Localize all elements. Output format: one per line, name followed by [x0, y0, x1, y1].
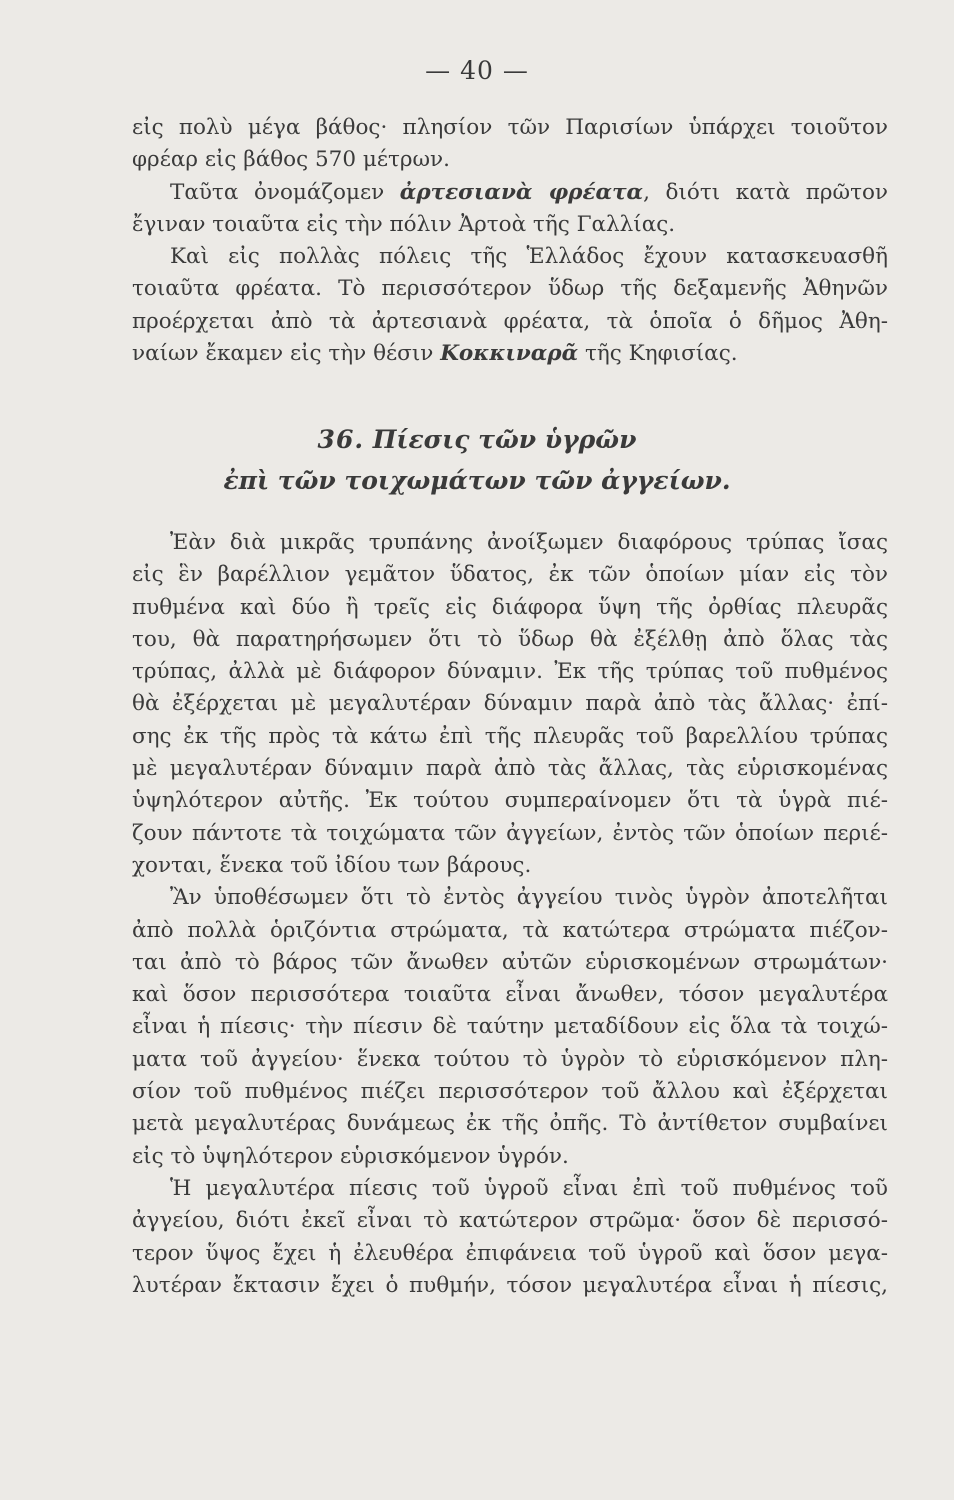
paragraph [132, 241, 888, 370]
text-line: Ἡ μεγαλυτέρα πίεσις τοῦ ὑγροῦ εἶναι ἐπὶ τοῦ πυθμένος τοῦ [170, 1175, 888, 1201]
text-line: ἔγιναν τοιαῦτα εἰς τὴν πόλιν Ἀρτοὰ τῆς Γαλλίας. [132, 211, 676, 237]
text-line: τοιαῦτα φρέατα. Τὸ περισσότερον ὕδωρ τῆς δεξαμενῆς Ἀθηνῶν [132, 276, 888, 302]
text-line: θὰ ἐξέρχεται μὲ μεγαλυτέραν δύναμιν παρὰ ἀπὸ τὰς ἄλλας· ἐπί- [132, 691, 888, 717]
section-title-line1: Πίεσις τῶν ὑγρῶν [372, 425, 637, 454]
text-line: πυθμένα καὶ δύο ἢ τρεῖς εἰς διάφορα ὕψη τῆς ὀρθίας πλευρᾶς [132, 594, 888, 620]
emphasized-term: ἀρτεσιανὰ φρέατα [399, 179, 644, 205]
top-text [132, 112, 888, 370]
text-line: τρύπας, ἀλλὰ μὲ διάφορον δύναμιν. Ἐκ τῆς τρύπας τοῦ πυθμένος [132, 659, 888, 685]
text-run: , διότι κατὰ πρῶτον [643, 179, 888, 205]
text-line [132, 338, 888, 370]
text-line: προέρχεται ἀπὸ τὰ ἀρτεσιανὰ φρέατα, τὰ ὁποῖα ὁ δῆμος Ἀθη- [132, 308, 888, 334]
text-line: χονται, ἕνεκα τοῦ ἰδίου των βάρους. [132, 852, 532, 878]
section-heading [0, 425, 954, 454]
text-line: ἀγγείου, διότι ἐκεῖ εἶναι τὸ κατώτερον στρῶμα· ὅσον δὲ περισσό- [132, 1208, 888, 1234]
text-line: σης ἐκ τῆς πρὸς τὰ κάτω ἐπὶ τῆς πλευρᾶς τοῦ βαρελλίου τρύπας [132, 723, 888, 749]
text-line: εἰς πολὺ μέγα βάθος· πλησίον τῶν Παρισίων ὑπάρχει τοιοῦτον [132, 115, 888, 140]
text-line: του, θὰ παρατηρήσωμεν ὅτι τὸ ὕδωρ θὰ ἐξέλθῃ ἀπὸ ὅλας τὰς [132, 626, 888, 652]
text-line: εἶναι ἡ πίεσις· τὴν πίεσιν δὲ ταύτην μεταδίδουν εἰς ὅλα τὰ τοιχώ- [132, 1014, 888, 1040]
text-line: τερον ὕψος ἔχει ἡ ἐλευθέρα ἐπιφάνεια τοῦ ὑγροῦ καὶ ὅσον μεγα- [132, 1240, 888, 1266]
section-title-line2: ἐπὶ τῶν τοιχωμάτων τῶν ἀγγείων. [223, 466, 731, 495]
body-text [132, 527, 888, 1302]
text-line: ὑψηλότερον αὐτῆς. Ἐκ τούτου συμπεραίνομεν ὅτι τὰ ὑγρὰ πιέ- [132, 788, 888, 814]
text-line: ζουν πάντοτε τὰ τοιχώματα τῶν ἀγγείων, ἐντὸς τῶν ὁποίων περιέ- [132, 820, 888, 846]
section-heading-line2 [0, 466, 954, 495]
text-line: Ἂν ὑποθέσωμεν ὅτι τὸ ἐντὸς ἀγγείου τινὸς ὑγρὸν ἀποτελῆται [170, 885, 888, 911]
text-line [132, 177, 888, 209]
text-run: Ταῦτα ὀνομάζομεν [170, 179, 400, 205]
text-line: ται ἀπὸ τὸ βάρος τῶν ἄνωθεν αὐτῶν εὑρισκομένων στρωμάτων· [132, 949, 888, 975]
text-line: Καὶ εἰς πολλὰς πόλεις τῆς Ἑλλάδος ἔχουν κατασκευασθῆ [170, 244, 888, 270]
paragraph [132, 1173, 888, 1302]
text-run: ναίων ἔκαμεν εἰς τὴν θέσιν [132, 341, 441, 367]
text-line: φρέαρ εἰς βάθος 570 μέτρων. [132, 147, 450, 173]
text-line: εἰς ἓν βαρέλλιον γεμᾶτον ὕδατος, ἐκ τῶν ὁποίων μίαν εἰς τὸν [132, 562, 888, 588]
text-line: εἰς τὸ ὑψηλότερον εὑρισκόμενον ὑγρόν. [132, 1143, 569, 1169]
text-run: τῆς Κηφισίας. [578, 341, 738, 367]
text-line: μετὰ μεγαλυτέρας δυνάμεως ἐκ τῆς ὀπῆς. Τὸ ἀντίθετον συμβαίνει [132, 1111, 888, 1137]
section-number: 36. [317, 425, 365, 454]
text-line: λυτέραν ἔκτασιν ἔχει ὁ πυθμήν, τόσον μεγαλυτέρα εἶναι ἡ πίεσις, [132, 1272, 888, 1298]
text-line: ἀπὸ πολλὰ ὁριζόντια στρώματα, τὰ κατώτερα στρώματα πιέζον- [132, 917, 888, 943]
text-line: σίον τοῦ πυθμένος πιέζει περισσότερον τοῦ ἄλλου καὶ ἐξέρχεται [132, 1079, 888, 1105]
page-number: — 40 — [425, 56, 529, 85]
text-line: μὲ μεγαλυτέραν δύναμιν παρὰ ἀπὸ τὰς ἄλλας, τὰς εὑρισκομένας [132, 756, 888, 782]
text-line: καὶ ὅσον περισσότερα τοιαῦτα εἶναι ἄνωθεν, τόσον μεγαλυτέρα [132, 982, 888, 1008]
paragraph [132, 882, 888, 1173]
paragraph [132, 527, 888, 882]
text-line: Ἐὰν διὰ μικρᾶς τρυπάνης ἀνοίξωμεν διαφόρους τρύπας ἴσας [170, 530, 888, 555]
text-line: ματα τοῦ ἀγγείου· ἕνεκα τούτου τὸ ὑγρὸν τὸ εὑρισκόμενον πλη- [132, 1046, 888, 1072]
emphasized-term: Κοκκιναρᾶ [440, 341, 579, 367]
paragraph [132, 177, 888, 242]
paragraph [132, 112, 888, 177]
